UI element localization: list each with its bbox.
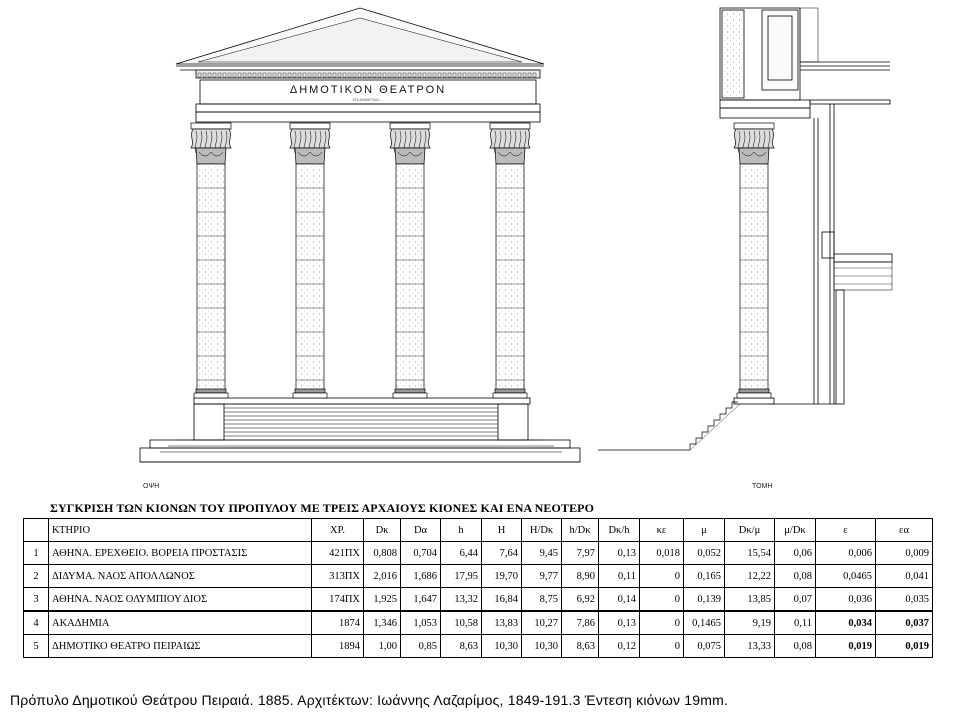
value-cell: 0,139 [684,588,725,612]
table-row [24,635,933,658]
value-cell: 174ΠΧ [312,588,364,612]
header-cell: h [441,519,482,542]
value-cell: 1894 [312,635,364,658]
table-row [24,565,933,588]
value-cell: 1,686 [401,565,441,588]
value-cell: 0,037 [876,611,933,635]
header-cell: μ [684,519,725,542]
value-cell: 0,13 [599,542,640,565]
column-2 [290,123,330,398]
value-cell: 6,44 [441,542,482,565]
value-cell: 0,018 [640,542,684,565]
value-cell: 1874 [312,611,364,635]
row-number-cell: 1 [24,542,49,565]
header-cell: H/Dκ [522,519,562,542]
row-number-cell: 5 [24,635,49,658]
value-cell: 1,00 [364,635,401,658]
header-cell: ΚΤΗΡΙΟ [49,519,312,542]
value-cell: 0,1465 [684,611,725,635]
architrave-inscription: ΕΠΙ ΔΗΜΑΡΧΙΑΣ ... [352,98,384,102]
table-row [24,588,933,612]
value-cell: 6,92 [562,588,599,612]
value-cell: 2,016 [364,565,401,588]
building-name-cell: ΑΚΑΔΗΜΙΑ [49,611,312,635]
stylobate [194,398,530,404]
value-cell: 0,704 [401,542,441,565]
value-cell: 17,95 [441,565,482,588]
value-cell: 12,22 [725,565,775,588]
header-cell [24,519,49,542]
architrave [196,104,540,112]
row-number-cell: 3 [24,588,49,612]
header-cell: h/Dκ [562,519,599,542]
value-cell: 0,85 [401,635,441,658]
value-cell: 0,006 [816,542,876,565]
value-cell: 10,30 [522,635,562,658]
value-cell: 0 [640,611,684,635]
value-cell: 8,90 [562,565,599,588]
table-title: ΣΥΓΚΡΙΣΗ ΤΩΝ ΚΙΟΝΩΝ ΤΟΥ ΠΡΟΠΥΛΟΥ ΜΕ ΤΡΕΙΣ ΑΡΧΑΙΟΥΣ ΚΙΟΝΕΣ ΚΑΙ ΕΝΑ ΝΕΟΤΕΡΟ [50,501,595,515]
value-cell: 1,925 [364,588,401,612]
table-header-row [24,519,933,542]
header-cell: Dκ/h [599,519,640,542]
table-row [24,611,933,635]
building-name-cell: ΑΘΗΝΑ. ΝΑΟΣ ΟΛΥΜΠΙΟΥ ΔΙΟΣ [49,588,312,612]
value-cell: 9,45 [522,542,562,565]
value-cell: 0,11 [599,565,640,588]
label-section-view: ΤΟΜΗ [752,483,773,490]
value-cell: 0,034 [816,611,876,635]
front-steps [160,404,562,452]
value-cell: 0,052 [684,542,725,565]
value-cell: 0,11 [775,611,816,635]
value-cell: 0 [640,588,684,612]
value-cell: 10,27 [522,611,562,635]
row-number-cell: 2 [24,565,49,588]
column-3 [390,123,430,398]
header-cell: ΧΡ. [312,519,364,542]
value-cell: 0,06 [775,542,816,565]
header-cell: Dκ [364,519,401,542]
value-cell: 1,346 [364,611,401,635]
building-name-cell: ΑΘΗΝΑ. ΕΡΕΧΘΕΙΟ. ΒΟΡΕΙΑ ΠΡΟΣΤΑΣΙΣ [49,542,312,565]
value-cell: 0,019 [816,635,876,658]
value-cell: 421ΠΧ [312,542,364,565]
value-cell: 0,0465 [816,565,876,588]
value-cell: 8,75 [522,588,562,612]
section-column [734,123,774,398]
value-cell: 0,14 [599,588,640,612]
value-cell: 7,97 [562,542,599,565]
pediment-inner [198,18,522,62]
value-cell: 16,84 [482,588,522,612]
value-cell: 9,19 [725,611,775,635]
value-cell: 8,63 [441,635,482,658]
section-steps [690,402,740,450]
value-cell: 0,07 [775,588,816,612]
value-cell: 13,85 [725,588,775,612]
value-cell: 0,036 [816,588,876,612]
value-cell: 9,77 [522,565,562,588]
header-cell: Dκ/μ [725,519,775,542]
value-cell: 0,12 [599,635,640,658]
header-cell: Dα [401,519,441,542]
value-cell: 7,86 [562,611,599,635]
value-cell: 0,08 [775,635,816,658]
value-cell: 10,30 [482,635,522,658]
header-cell: μ/Dκ [775,519,816,542]
value-cell: 0,009 [876,542,933,565]
header-cell: εα [876,519,933,542]
value-cell: 0,165 [684,565,725,588]
value-cell: 13,83 [482,611,522,635]
building-name-cell: ΔΗΜΟΤΙΚΟ ΘΕΑΤΡΟ ΠΕΙΡΑΙΩΣ [49,635,312,658]
figure-caption: Πρόπυλο Δημοτικού Θεάτρου Πειραιά. 1885. Αρχιτέκτων: Ιωάννης Λαζαρίμος, 1849-191.3 Έντεση κιόνων 19mm. [10,692,729,708]
front-columns [191,123,530,398]
building-name-cell: ΔΙΔΥΜΑ. ΝΑΟΣ ΑΠΟΛΛΩΝΟΣ [49,565,312,588]
value-cell: 313ΠΧ [312,565,364,588]
comparison-table [23,518,933,658]
header-cell: κε [640,519,684,542]
frieze-inscription: ΔΗΜΟΤΙΚΟΝ ΘΕΑΤΡΟΝ [289,84,447,96]
value-cell: 13,32 [441,588,482,612]
podium-left [194,404,224,440]
column-section [734,123,774,398]
value-cell: 0,019 [876,635,933,658]
value-cell: 0,075 [684,635,725,658]
value-cell: 15,54 [725,542,775,565]
value-cell: 7,64 [482,542,522,565]
value-cell: 13,33 [725,635,775,658]
value-cell: 0,13 [599,611,640,635]
value-cell: 8,63 [562,635,599,658]
value-cell: 0,041 [876,565,933,588]
row-number-cell: 4 [24,611,49,635]
value-cell: 1,053 [401,611,441,635]
value-cell: 0,808 [364,542,401,565]
value-cell: 10,58 [441,611,482,635]
column-1 [191,123,231,398]
value-cell: 0,035 [876,588,933,612]
column-4 [490,123,530,398]
value-cell: 19,70 [482,565,522,588]
header-cell: H [482,519,522,542]
podium-right [498,404,528,440]
label-front-view: ΟΨΗ [143,483,160,490]
header-cell: ε [816,519,876,542]
value-cell: 0,08 [775,565,816,588]
table-row [24,542,933,565]
value-cell: 0 [640,565,684,588]
value-cell: 1,647 [401,588,441,612]
value-cell: 0 [640,635,684,658]
